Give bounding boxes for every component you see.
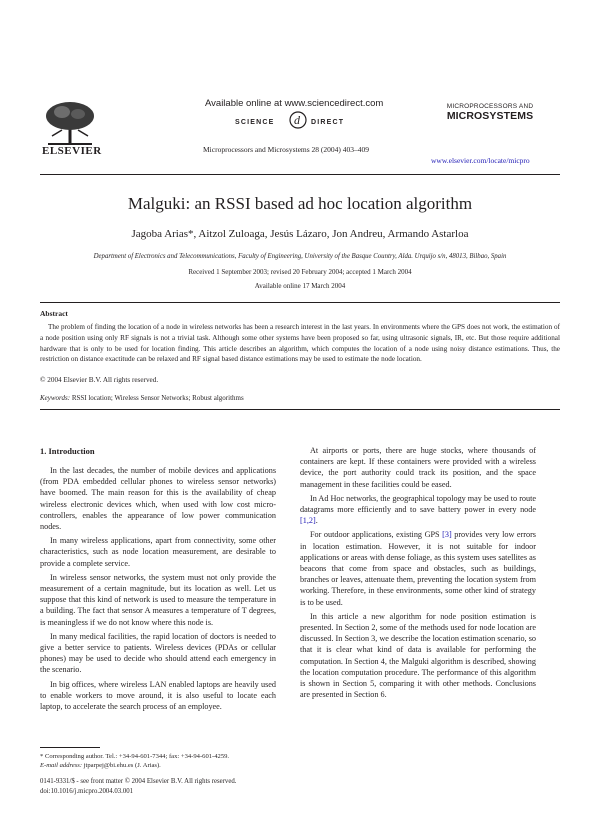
paragraph: In big offices, where wireless LAN enabled laptops are heavily used to enable workers to move around, it is also useful to locate each laptop, to accelerate the search process of an employee. <box>40 679 276 712</box>
copyright-notice: © 2004 Elsevier B.V. All rights reserved. <box>40 376 159 384</box>
svg-text:DIRECT: DIRECT <box>311 119 345 126</box>
footnote-contact: * Corresponding author. Tel.: +34-94-601-7344; fax: +34-94-601-4259. <box>40 753 230 760</box>
sciencedirect-logo <box>233 110 363 130</box>
paragraph <box>300 529 536 607</box>
keywords-divider <box>40 409 560 410</box>
email-label: E-mail address: <box>40 762 83 769</box>
journal-url-link[interactable]: www.elsevier.com/locate/micpro <box>431 156 530 165</box>
journal-reference: Microprocessors and Microsystems 28 (2004) 403–409 <box>203 145 370 154</box>
paragraph: At airports or ports, there are huge stocks, where thousands of containers are kept. If these containers were provided with a wireless device, the port authority could track its position, and the space management in these facilities could be eased. <box>300 446 536 489</box>
left-column <box>40 465 276 715</box>
footnote-divider <box>40 747 100 748</box>
paragraph-text: For outdoor applications, existing GPS <box>310 530 443 540</box>
abstract-text: The problem of finding the location of a node in wireless networks has been a research interest in the last years. In environments where the GPS does not work, the estimation of a node position using only RF signals is not a trivial task. Although some other systems have been proposed so far, using ultrasonic signals, IR, etc. But those require additional hardware that is only to be used for location finding. This article describes an algorithm, which computes the location of a node using noisy distance estimations. Thus, the restriction on distance exactitude can be relaxed and RF signal based distance estimations may be used to estimate the node location. <box>40 323 560 364</box>
right-column <box>300 445 536 703</box>
issn-line: 0141-9331/$ - see front matter © 2004 Elsevier B.V. All rights reserved. <box>40 778 237 785</box>
author-affiliation: Department of Electronics and Telecommunications, Faculty of Engineering, University of the Basque Country, Alda. Urquijo s/n, 48013, Bilbao, Spain <box>93 253 507 260</box>
svg-text:d: d <box>294 113 300 127</box>
journal-logo-top: MICROPROCESSORS AND <box>446 103 534 110</box>
availability-line[interactable]: Available online at www.sciencedirect.com <box>205 98 384 109</box>
paragraph-text: provides very low errors in location estimation. However, it is not suitable for indoor applications or areas with dense foliage, as this system uses satellites as beacons that come from space and obstacles, such as buildings, branches or leaves, attenuate them, preventing the location system from working. Therefore, in these environments, some other kind of strategy is to be used. <box>300 530 536 607</box>
doi-line[interactable]: doi:10.1016/j.micpro.2004.03.001 <box>40 788 134 795</box>
received-dates: Received 1 September 2003; revised 20 February 2004; accepted 1 March 2004 <box>188 268 412 276</box>
elsevier-tree-logo <box>40 100 100 146</box>
keywords-label: Keywords: <box>40 394 71 402</box>
email-value[interactable]: jtparpej@bi.ehu.es (J. Arias). <box>82 762 161 769</box>
svg-text:SCIENCE: SCIENCE <box>235 119 275 126</box>
issn-doi <box>40 777 236 797</box>
available-online-date: Available online 17 March 2004 <box>254 282 346 290</box>
paragraph: In many medical facilities, the rapid location of doctors is needed to give a better service to patients. Wireless devices (PDAs or cellular phones) may be used to decide who should attend each emergency in the scenario. <box>40 631 276 675</box>
paragraph: In the last decades, the number of mobile devices and applications (from PDA embedded cellular phones to wireless sensor networks) have boomed. The main reason for this is the availability of cheap wireless electronic devices which, when used with low cost micro-controllers, enables the appearance of low power communication nodes. <box>40 466 276 532</box>
paragraph: In this article a new algorithm for node position estimation is presented. In Section 2, some of the methods used for node location are discussed. In Section 3, we describe the location estimation scenario, so that it is clear what kind of data is available for performing the computation. In Section 4, the Malguki algorithm is described, showing the location computation procedure. The performance of this algorithm is shown in Section 5, comparing it with other methods. Conclusions are presented in Section 6. <box>300 611 536 700</box>
paragraph: In Ad Hoc networks, the geographical topology may be used to route datagrams more efficiently and to save battery power in every node [1,2]. <box>300 493 537 526</box>
citation-link[interactable]: [1,2] <box>300 516 316 526</box>
corresponding-author-footnote <box>40 752 280 770</box>
citation-link[interactable]: [3] <box>442 530 452 540</box>
section-heading: 1. Introduction <box>40 446 95 456</box>
abstract-divider <box>40 302 560 303</box>
header-divider <box>40 174 560 175</box>
journal-logo <box>430 103 550 122</box>
article-title: Malguki: an RSSI based ad hoc location algorithm <box>127 194 473 213</box>
paragraph: In many wireless applications, apart from connectivity, some other characteristics, such as node location measurement, are desirable to provide a complete service. <box>40 536 276 568</box>
publisher-name: ELSEVIER <box>42 145 102 157</box>
paragraph-text: In Ad Hoc networks, the geographical topology may be used to route datagrams more efficiently and to save battery power in every node <box>300 493 537 515</box>
keywords-values: RSSI location; Wireless Sensor Networks; Robust algorithms <box>71 394 244 402</box>
abstract-heading: Abstract <box>40 309 68 318</box>
paragraph: In wireless sensor networks, the system must not only provide the measurement of a certain magnitude, but its location as well. Let us suppose that this kind of network is used to measure the temperature in a building. The fact that sensor A measures a temperature of T degrees, is meaningless if we do not know where this node is. <box>40 572 276 627</box>
journal-logo-title: MICROSYSTEMS <box>446 110 534 122</box>
keywords-line <box>40 394 244 402</box>
footnote-email <box>40 761 280 770</box>
article-authors: Jagoba Arias*, Aitzol Zuloaga, Jesús Lázaro, Jon Andreu, Armando Astarloa <box>131 228 469 240</box>
